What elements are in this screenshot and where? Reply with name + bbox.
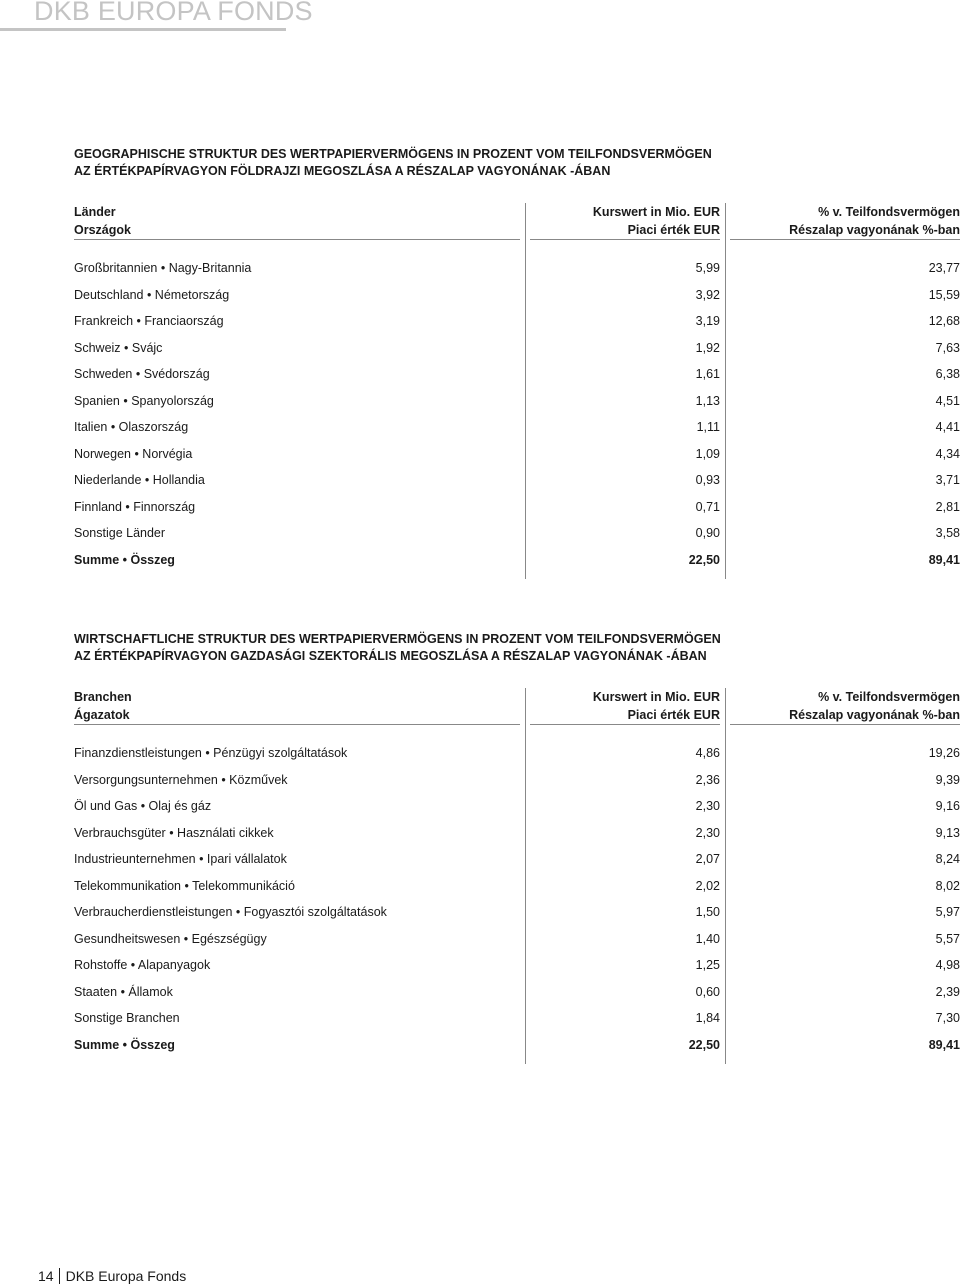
row-percent: 19,26: [928, 746, 960, 760]
row-percent: 7,30: [935, 1011, 960, 1025]
row-label: Frankreich • Franciaország: [74, 314, 224, 328]
row-market-value: 0,71: [695, 499, 720, 514]
row-market-value: 1,92: [695, 340, 720, 355]
row-label: Norwegen • Norvégia: [74, 446, 193, 461]
header-col2: [593, 203, 720, 239]
table-row: [74, 286, 960, 313]
table-row: [74, 312, 960, 339]
row-label: Industrieunternehmen • Ipari vállalatok: [74, 852, 287, 866]
row-market-value: 1,13: [695, 393, 720, 408]
table-row: [74, 956, 960, 983]
row-market-value: 0,60: [695, 984, 720, 999]
geo-rows: [74, 259, 960, 577]
row-percent: 89,41: [928, 1037, 960, 1052]
row-label: Italien • Olaszország: [74, 420, 189, 434]
page-number: 14: [38, 1268, 54, 1284]
row-label: Rohstoffe • Alapanyagok: [74, 958, 211, 972]
row-percent: 8,02: [935, 878, 960, 893]
header-col1-line2: Ágazatok: [74, 708, 130, 722]
row-label: Staaten • Államok: [74, 984, 173, 999]
table-row: [74, 418, 960, 445]
row-percent: 8,24: [935, 852, 960, 866]
row-market-value: 1,11: [696, 420, 720, 434]
header-separator: [74, 724, 960, 725]
row-percent: 5,57: [935, 931, 960, 946]
row-market-value: 1,40: [695, 931, 720, 946]
row-percent: 9,39: [935, 772, 960, 787]
row-market-value: 22,50: [688, 552, 720, 567]
table-row: [74, 471, 960, 498]
page-footer: [38, 1268, 186, 1284]
brand-title: DKB EUROPA FONDS: [34, 0, 313, 26]
row-percent: 9,16: [935, 799, 960, 813]
row-label: Schweden • Svédország: [74, 367, 210, 381]
row-label: Verbrauchsgüter • Használati cikkek: [74, 825, 274, 840]
row-label: Summe • Összeg: [74, 1037, 175, 1052]
row-percent: 6,38: [935, 367, 960, 381]
table-row: [74, 1009, 960, 1036]
row-percent: 5,97: [935, 905, 960, 919]
row-percent: 3,71: [935, 473, 960, 487]
header-col3-line1: % v. Teilfondsvermögen: [818, 690, 960, 704]
table-row: [74, 983, 960, 1010]
sector-title-line2: AZ ÉRTÉKPAPÍRVAGYON GAZDASÁGI SZEKTORÁLIS MEGOSZLÁSA A RÉSZALAP VAGYONÁNAK -ÁBAN: [74, 649, 707, 663]
row-market-value: 3,92: [695, 287, 720, 302]
footer-divider: [59, 1268, 60, 1284]
total-row: [74, 1036, 960, 1063]
row-percent: 3,58: [935, 526, 960, 540]
sector-title-line1: WIRTSCHAFTLICHE STRUKTUR DES WERTPAPIERVERMÖGENS IN PROZENT VOM TEILFONDSVERMÖGEN: [74, 632, 721, 646]
row-market-value: 2,36: [695, 772, 720, 787]
header-col2-line1: Kurswert in Mio. EUR: [592, 205, 720, 219]
geo-title-line1: GEOGRAPHISCHE STRUKTUR DES WERTPAPIERVERMÖGENS IN PROZENT VOM TEILFONDSVERMÖGEN: [74, 147, 712, 161]
table-row: [74, 392, 960, 419]
row-percent: 4,34: [935, 446, 960, 461]
table-row: [74, 797, 960, 824]
row-market-value: 1,50: [695, 905, 720, 919]
row-market-value: 1,09: [695, 446, 720, 461]
table-row: [74, 771, 960, 798]
table-header: [74, 203, 960, 239]
geo-table: [74, 203, 960, 577]
table-header: [74, 688, 960, 724]
row-percent: 9,13: [935, 825, 960, 840]
geo-title-line2: AZ ÉRTÉKPAPÍRVAGYON FÖLDRAJZI MEGOSZLÁSA A RÉSZALAP VAGYONÁNAK -ÁBAN: [74, 164, 611, 178]
row-percent: 15,59: [928, 287, 960, 302]
row-label: Finanzdienstleistungen • Pénzügyi szolgáltatások: [74, 746, 348, 760]
row-market-value: 2,30: [695, 825, 720, 840]
table-row: [74, 850, 960, 877]
row-market-value: 2,30: [695, 799, 720, 813]
footer-label: DKB Europa Fonds: [65, 1268, 187, 1284]
table-row: [74, 365, 960, 392]
row-market-value: 2,02: [695, 878, 720, 893]
header-col1-line1: Branchen: [74, 690, 132, 704]
row-percent: 89,41: [928, 552, 960, 567]
row-market-value: 22,50: [688, 1037, 720, 1052]
row-label: Telekommunikation • Telekommunikáció: [74, 878, 295, 893]
row-label: Gesundheitswesen • Egészségügy: [74, 931, 267, 946]
row-label: Spanien • Spanyolország: [74, 393, 214, 408]
header-col1-line1: Länder: [74, 205, 116, 219]
row-market-value: 1,61: [695, 367, 720, 381]
table-row: [74, 445, 960, 472]
header-col3: [789, 203, 960, 239]
row-percent: 4,51: [935, 393, 960, 408]
row-market-value: 0,93: [695, 473, 720, 487]
header-col2-line2: Piaci érték EUR: [627, 708, 720, 722]
row-label: Versorgungsunternehmen • Közművek: [74, 772, 288, 787]
header-separator: [74, 239, 960, 240]
sector-section: [74, 631, 960, 1052]
geo-section: [74, 146, 960, 567]
row-label: Großbritannien • Nagy-Britannia: [74, 261, 252, 275]
row-label: Deutschland • Németország: [74, 287, 230, 302]
row-market-value: 2,07: [695, 852, 720, 866]
table-row: [74, 824, 960, 851]
row-label: Schweiz • Svájc: [74, 340, 163, 355]
row-percent: 7,63: [935, 340, 960, 355]
table-row: [74, 524, 960, 551]
brand-underline: [0, 28, 286, 31]
row-label: Niederlande • Hollandia: [74, 473, 205, 487]
table-row: [74, 877, 960, 904]
row-label: Verbraucherdienstleistungen • Fogyasztói szolgáltatások: [74, 905, 387, 919]
sector-rows: [74, 744, 960, 1062]
row-percent: 4,41: [935, 420, 960, 434]
row-label: Sonstige Länder: [74, 526, 166, 540]
row-market-value: 3,19: [695, 314, 720, 328]
header-col1: [74, 203, 131, 239]
table-row: [74, 339, 960, 366]
row-market-value: 0,90: [695, 526, 720, 540]
row-percent: 2,39: [935, 984, 960, 999]
row-market-value: 1,25: [695, 958, 720, 972]
table-row: [74, 903, 960, 930]
row-market-value: 1,84: [695, 1011, 720, 1025]
row-label: Summe • Összeg: [74, 552, 175, 567]
sector-table: [74, 688, 960, 1062]
row-percent: 4,98: [935, 958, 960, 972]
row-market-value: 5,99: [695, 261, 720, 275]
row-percent: 23,77: [928, 261, 960, 275]
row-label: Öl und Gas • Olaj és gáz: [74, 799, 212, 813]
table-row: [74, 498, 960, 525]
table-row: [74, 259, 960, 286]
header-col3-line2: Részalap vagyonának %-ban: [789, 223, 960, 237]
header-col2-line1: Kurswert in Mio. EUR: [592, 690, 720, 704]
table-row: [74, 930, 960, 957]
row-label: Finnland • Finnország: [74, 499, 196, 514]
row-percent: 2,81: [935, 499, 960, 514]
header-col1: [74, 688, 132, 724]
header-col2: [593, 688, 720, 724]
header-col3-line2: Részalap vagyonának %-ban: [789, 708, 960, 722]
total-row: [74, 551, 960, 578]
row-label: Sonstige Branchen: [74, 1011, 180, 1025]
row-market-value: 4,86: [695, 746, 720, 760]
header-col3-line1: % v. Teilfondsvermögen: [818, 205, 960, 219]
table-row: [74, 744, 960, 771]
row-percent: 12,68: [928, 314, 960, 328]
header-col2-line2: Piaci érték EUR: [627, 223, 720, 237]
header-col1-line2: Országok: [74, 223, 131, 237]
header-col3: [789, 688, 960, 724]
